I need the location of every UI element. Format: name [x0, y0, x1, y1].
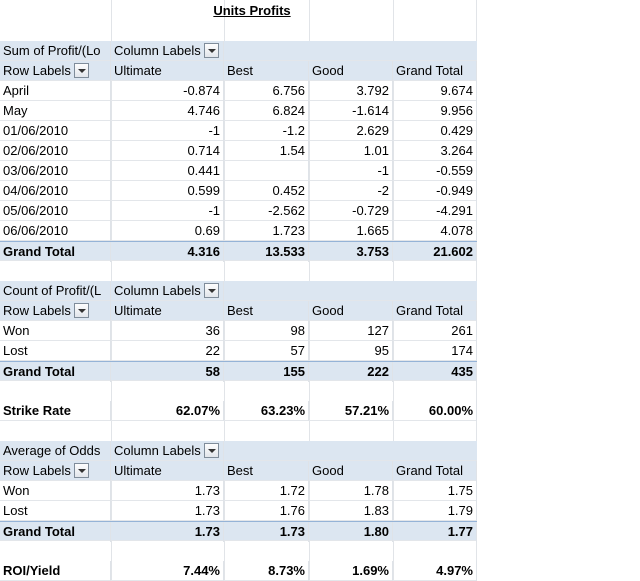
pivot-header-row: [0, 41, 477, 61]
column-header[interactable]: [393, 61, 477, 81]
value-cell[interactable]: [309, 501, 393, 521]
value-cell[interactable]: [309, 121, 393, 141]
value-cell[interactable]: [111, 341, 224, 361]
roi-value[interactable]: [111, 561, 224, 581]
pivot-column-header-row: [0, 61, 477, 81]
grand-total-value-text: 21.602: [433, 244, 473, 259]
grand-total-value[interactable]: [309, 362, 393, 382]
value-cell-text: 1.75: [447, 483, 473, 498]
grand-total-value[interactable]: [393, 522, 477, 542]
row-label[interactable]: [0, 121, 111, 141]
grand-total-value-text: 4.316: [187, 244, 220, 259]
roi-value-text: 8.73%: [268, 563, 305, 578]
value-cell[interactable]: [309, 81, 393, 101]
value-cell-text: 3.792: [356, 83, 389, 98]
value-cell-text: 1.73: [194, 503, 220, 518]
strike-value[interactable]: [393, 401, 477, 421]
column-header-text: Ultimate: [114, 463, 162, 478]
pivot-data-row: [0, 201, 477, 221]
column-header-text: Good: [312, 303, 344, 318]
strike-value-text: 62.07%: [175, 403, 220, 418]
row-label-text: Won: [3, 483, 30, 498]
value-cell[interactable]: [309, 161, 393, 181]
value-cell-text: 1.83: [363, 503, 389, 518]
value-cell[interactable]: [393, 101, 477, 121]
column-labels-filter-dropdown[interactable]: [204, 443, 219, 458]
column-labels-filter-dropdown[interactable]: [204, 283, 219, 298]
grand-total-value-text: 13.533: [265, 244, 305, 259]
row-label[interactable]: [0, 181, 111, 201]
value-cell[interactable]: [393, 141, 477, 161]
value-cell-text: 1.54: [279, 143, 305, 158]
strike-row: [0, 401, 477, 421]
pivot-column-header-row: [0, 301, 477, 321]
column-header[interactable]: [111, 301, 224, 321]
pivot-data-row: [0, 341, 477, 361]
value-cell[interactable]: [224, 501, 309, 521]
row-label[interactable]: [0, 501, 111, 521]
grand-total-label[interactable]: [0, 362, 111, 382]
value-cell-text: 261: [451, 323, 473, 338]
row-label-text: 06/06/2010: [3, 223, 69, 238]
value-cell-text: 6.824: [272, 103, 305, 118]
grand-total-value-text: 155: [283, 364, 305, 379]
strike-value-text: 63.23%: [260, 403, 305, 418]
value-cell[interactable]: [111, 201, 224, 221]
value-cell[interactable]: [111, 161, 224, 181]
grand-total-value-text: 222: [367, 364, 389, 379]
column-header-text: Grand Total: [396, 463, 463, 478]
grand-total-value-text: 3.753: [356, 244, 389, 259]
value-cell-text: 1.723: [272, 223, 305, 238]
value-cell[interactable]: [224, 161, 309, 181]
row-label[interactable]: [0, 141, 111, 161]
row-labels-filter-dropdown[interactable]: [74, 63, 89, 78]
value-cell[interactable]: [393, 201, 477, 221]
pivot-data-row: [0, 161, 477, 181]
grand-total-row: [0, 361, 477, 381]
value-cell[interactable]: [224, 81, 309, 101]
grand-total-value[interactable]: [111, 522, 224, 542]
value-cell-text: 98: [290, 323, 305, 338]
value-cell-text: 1.79: [447, 503, 473, 518]
strike-value-text: 60.00%: [428, 403, 473, 418]
grand-total-value-text: 58: [205, 364, 220, 379]
row-label[interactable]: [0, 101, 111, 121]
row-label[interactable]: [0, 341, 111, 361]
row-label-text: 03/06/2010: [3, 163, 69, 178]
value-cell-text: -0.559: [436, 163, 473, 178]
grand-total-label[interactable]: [0, 522, 111, 542]
value-cell-text: -1: [208, 123, 220, 138]
value-cell[interactable]: [224, 101, 309, 121]
value-cell-text: 0.69: [194, 223, 220, 238]
pivot-header-row: [0, 281, 477, 301]
value-cell[interactable]: [393, 81, 477, 101]
grand-total-row: [0, 521, 477, 541]
value-cell[interactable]: [111, 481, 224, 501]
value-cell[interactable]: [309, 101, 393, 121]
grand-total-label[interactable]: [0, 242, 111, 262]
grand-total-value-text: 1.77: [447, 524, 473, 539]
grand-total-value[interactable]: [393, 242, 477, 262]
pivot-data-row: [0, 481, 477, 501]
value-cell[interactable]: [111, 121, 224, 141]
grand-total-value[interactable]: [224, 242, 309, 262]
column-header[interactable]: [111, 461, 224, 481]
grand-total-value[interactable]: [224, 362, 309, 382]
roi-value-text: 4.97%: [436, 563, 473, 578]
value-cell[interactable]: [309, 341, 393, 361]
row-label-text: 05/06/2010: [3, 203, 69, 218]
row-label-text: Lost: [3, 343, 28, 358]
row-labels-header[interactable]: [0, 461, 111, 481]
value-cell-text: 9.674: [440, 83, 473, 98]
row-label-text: Won: [3, 323, 30, 338]
value-cell-text: 2.629: [356, 123, 389, 138]
value-cell[interactable]: [224, 321, 309, 341]
grand-total-label-text: Grand Total: [3, 244, 75, 259]
value-cell[interactable]: [309, 141, 393, 161]
column-header-text: Best: [227, 63, 254, 78]
value-cell-text: 0.441: [187, 163, 220, 178]
column-header[interactable]: [224, 301, 309, 321]
value-cell-text: 1.73: [194, 483, 220, 498]
column-header-text: Grand Total: [396, 63, 463, 78]
row-label[interactable]: [0, 161, 111, 181]
value-cell-text: 9.956: [440, 103, 473, 118]
row-label[interactable]: [0, 321, 111, 341]
value-cell-text: -0.874: [183, 83, 220, 98]
strike-value-text: 57.21%: [344, 403, 389, 418]
column-header-text: Good: [312, 463, 344, 478]
value-cell-text: 57: [290, 343, 305, 358]
pivot-data-row: [0, 221, 477, 241]
measure-label-text: Count of Profit/(L: [3, 283, 102, 298]
pivot-data-row: [0, 321, 477, 341]
row-labels-header-text: Row Labels: [3, 63, 71, 78]
measure-label-text: Average of Odds: [3, 443, 101, 458]
pivot-data-row: [0, 181, 477, 201]
grand-total-value[interactable]: [111, 242, 224, 262]
value-cell[interactable]: [224, 221, 309, 241]
value-cell-text: -1.2: [282, 123, 305, 138]
pivot-column-header-row: [0, 461, 477, 481]
value-cell-text: 95: [374, 343, 389, 358]
row-label[interactable]: [0, 221, 111, 241]
column-header-text: Ultimate: [114, 63, 162, 78]
value-cell[interactable]: [393, 161, 477, 181]
value-cell-text: 3.264: [440, 143, 473, 158]
row-labels-filter-dropdown[interactable]: [74, 303, 89, 318]
column-labels-filter-dropdown[interactable]: [204, 43, 219, 58]
grand-total-value[interactable]: [309, 242, 393, 262]
value-cell[interactable]: [309, 221, 393, 241]
value-cell[interactable]: [224, 141, 309, 161]
value-cell[interactable]: [393, 221, 477, 241]
value-cell-text: 127: [367, 323, 389, 338]
row-labels-header[interactable]: [0, 301, 111, 321]
row-label-text: May: [3, 103, 28, 118]
column-header-text: Grand Total: [396, 303, 463, 318]
value-cell-text: 1.78: [363, 483, 389, 498]
column-header[interactable]: [224, 61, 309, 81]
row-labels-header-text: Row Labels: [3, 303, 71, 318]
value-cell[interactable]: [224, 201, 309, 221]
pivot-data-row: [0, 121, 477, 141]
value-cell[interactable]: [309, 201, 393, 221]
grand-total-value-text: 1.73: [279, 524, 305, 539]
value-cell-text: 0.599: [187, 183, 220, 198]
column-header[interactable]: [224, 461, 309, 481]
pivot-header-row: [0, 441, 477, 461]
column-header[interactable]: [393, 301, 477, 321]
value-cell-text: 0.452: [272, 183, 305, 198]
pivot-data-row: [0, 101, 477, 121]
value-cell-text: 1.72: [279, 483, 305, 498]
value-cell[interactable]: [393, 321, 477, 341]
measure-label[interactable]: [0, 281, 111, 301]
grand-total-label-text: Grand Total: [3, 364, 75, 379]
value-cell[interactable]: [393, 181, 477, 201]
value-cell[interactable]: [393, 501, 477, 521]
row-label[interactable]: [0, 201, 111, 221]
column-labels-header[interactable]: [111, 41, 224, 61]
column-labels-header[interactable]: [111, 281, 224, 301]
pivot-data-row: [0, 81, 477, 101]
value-cell[interactable]: [309, 181, 393, 201]
value-cell[interactable]: [111, 101, 224, 121]
value-cell-text: -2: [377, 183, 389, 198]
strike-label-text: Strike Rate: [3, 403, 71, 418]
value-cell[interactable]: [393, 341, 477, 361]
measure-label-text: Sum of Profit/(Lo: [3, 43, 101, 58]
value-cell[interactable]: [111, 321, 224, 341]
value-cell-text: 0.429: [440, 123, 473, 138]
value-cell-text: 6.756: [272, 83, 305, 98]
strike-label[interactable]: [0, 401, 111, 421]
column-labels-header[interactable]: [111, 441, 224, 461]
value-cell[interactable]: [393, 481, 477, 501]
value-cell[interactable]: [111, 221, 224, 241]
roi-value[interactable]: [393, 561, 477, 581]
value-cell-text: 174: [451, 343, 473, 358]
value-cell[interactable]: [309, 321, 393, 341]
value-cell-text: 0.714: [187, 143, 220, 158]
roi-value[interactable]: [224, 561, 309, 581]
grand-total-value[interactable]: [393, 362, 477, 382]
roi-label-text: ROI/Yield: [3, 563, 61, 578]
roi-value[interactable]: [309, 561, 393, 581]
value-cell-text: 1.665: [356, 223, 389, 238]
pivot-data-row: [0, 501, 477, 521]
value-cell-text: -1: [377, 163, 389, 178]
value-cell-text: -2.562: [268, 203, 305, 218]
grand-total-value[interactable]: [224, 522, 309, 542]
row-label-text: 02/06/2010: [3, 143, 69, 158]
column-header[interactable]: [111, 61, 224, 81]
value-cell[interactable]: [224, 121, 309, 141]
row-label-text: 04/06/2010: [3, 183, 69, 198]
value-cell-text: -1.614: [352, 103, 389, 118]
value-cell-text: 1.76: [279, 503, 305, 518]
column-header-text: Good: [312, 63, 344, 78]
value-cell-text: -0.729: [352, 203, 389, 218]
column-header[interactable]: [393, 461, 477, 481]
value-cell[interactable]: [111, 181, 224, 201]
value-cell-text: -4.291: [436, 203, 473, 218]
roi-row: [0, 561, 477, 581]
measure-label[interactable]: [0, 441, 111, 461]
grand-total-value-text: 1.73: [194, 524, 220, 539]
grand-total-value-text: 435: [451, 364, 473, 379]
measure-label[interactable]: [0, 41, 111, 61]
row-labels-filter-dropdown[interactable]: [74, 463, 89, 478]
column-header[interactable]: [309, 461, 393, 481]
row-labels-header-text: Row Labels: [3, 463, 71, 478]
roi-label[interactable]: [0, 561, 111, 581]
grand-total-value[interactable]: [111, 362, 224, 382]
value-cell[interactable]: [111, 141, 224, 161]
grand-total-value-text: 1.80: [363, 524, 389, 539]
column-header[interactable]: [309, 61, 393, 81]
value-cell[interactable]: [224, 341, 309, 361]
column-labels-header-text: Column Labels: [114, 283, 201, 298]
grand-total-label-text: Grand Total: [3, 524, 75, 539]
column-header-text: Best: [227, 303, 254, 318]
column-header-text: Best: [227, 463, 254, 478]
value-cell-text: 4.078: [440, 223, 473, 238]
column-labels-header-text: Column Labels: [114, 43, 201, 58]
value-cell[interactable]: [224, 181, 309, 201]
sheet-title: Units Profits: [213, 3, 291, 18]
value-cell-text: -1: [208, 203, 220, 218]
roi-value-text: 1.69%: [352, 563, 389, 578]
value-cell-text: 36: [205, 323, 220, 338]
value-cell-text: 22: [205, 343, 220, 358]
grand-total-row: [0, 241, 477, 261]
column-header-text: Ultimate: [114, 303, 162, 318]
value-cell-text: 1.01: [363, 143, 389, 158]
row-label[interactable]: [0, 481, 111, 501]
column-header[interactable]: [309, 301, 393, 321]
strike-value[interactable]: [224, 401, 309, 421]
row-label-text: Lost: [3, 503, 28, 518]
row-label[interactable]: [0, 81, 111, 101]
value-cell[interactable]: [111, 501, 224, 521]
pivot-data-row: [0, 141, 477, 161]
value-cell[interactable]: [309, 481, 393, 501]
strike-value[interactable]: [111, 401, 224, 421]
value-cell[interactable]: [224, 481, 309, 501]
value-cell-text: 4.746: [187, 103, 220, 118]
strike-value[interactable]: [309, 401, 393, 421]
row-label-text: 01/06/2010: [3, 123, 69, 138]
column-labels-header-text: Column Labels: [114, 443, 201, 458]
value-cell[interactable]: [111, 81, 224, 101]
grand-total-value[interactable]: [309, 522, 393, 542]
row-label-text: April: [3, 83, 30, 98]
roi-value-text: 7.44%: [183, 563, 220, 578]
row-labels-header[interactable]: [0, 61, 111, 81]
value-cell[interactable]: [393, 121, 477, 141]
value-cell-text: -0.949: [436, 183, 473, 198]
